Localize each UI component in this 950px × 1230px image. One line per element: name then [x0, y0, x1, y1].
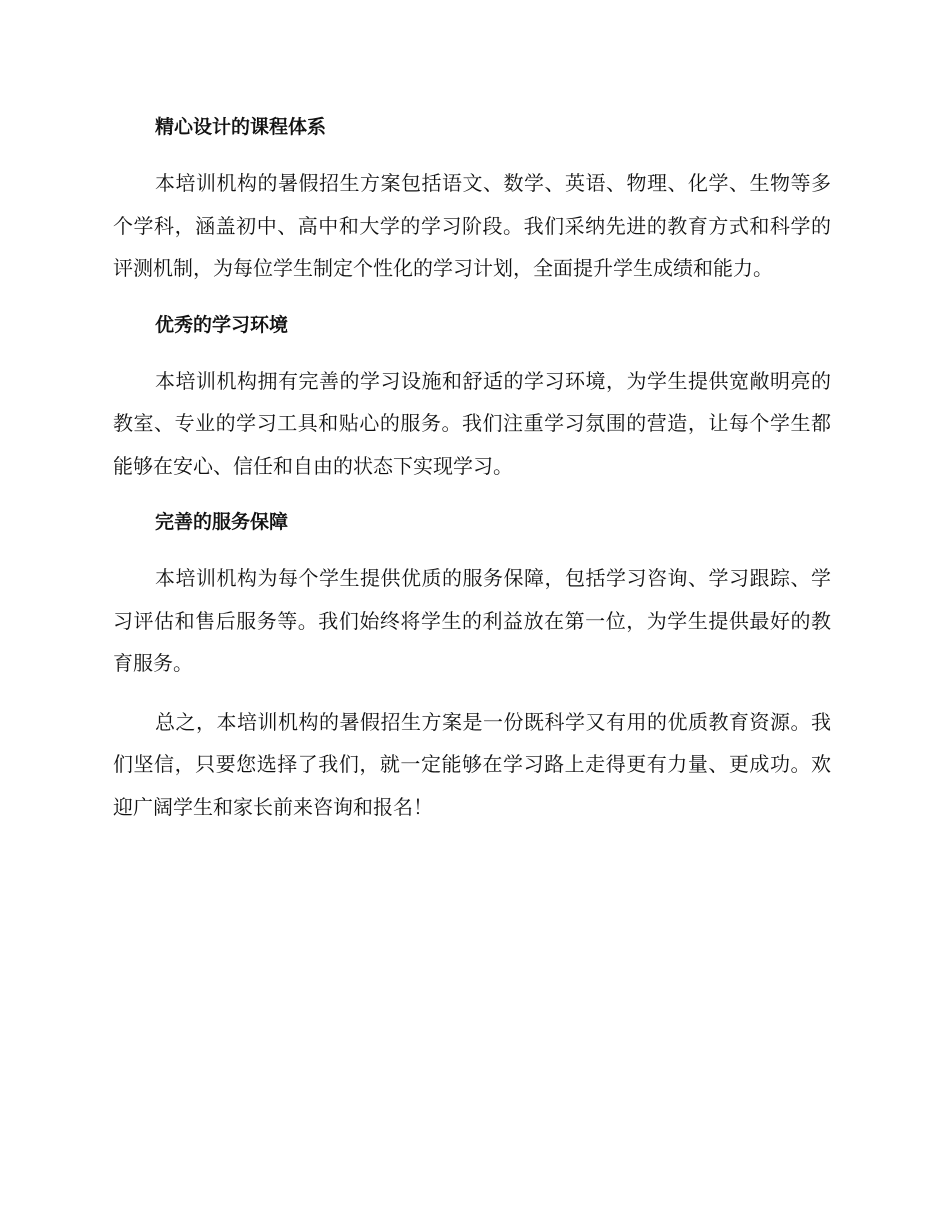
conclusion-paragraph: 总之，本培训机构的暑假招生方案是一份既科学又有用的优质教育资源。我们坚信，只要您选择了我们，就一定能够在学习路上走得更有力量、更成功。欢迎广阔学生和家长前来咨询和报名！ — [113, 709, 831, 819]
section-heading-curriculum: 精心设计的课程体系 — [155, 116, 327, 138]
section-paragraph-environment: 本培训机构拥有完善的学习设施和舒适的学习环境，为学生提供宽敞明亮的教室、专业的学习工具和贴心的服务。我们注重学习氛围的营造，让每个学生都能够在安心、信任和自由的状态下实现学习。 — [113, 368, 831, 478]
section-heading-service: 完善的服务保障 — [155, 511, 289, 533]
section-paragraph-curriculum: 本培训机构的暑假招生方案包括语文、数学、英语、物理、化学、生物等多个学科，涵盖初中、高中和大学的学习阶段。我们采纳先进的教育方式和科学的评测机制，为每位学生制定个性化的学习计划，全面提升学生成绩和能力。 — [113, 171, 831, 280]
section-paragraph-service: 本培训机构为每个学生提供优质的服务保障，包括学习咨询、学习跟踪、学习评估和售后服务等。我们始终将学生的利益放在第一位，为学生提供最好的教育服务。 — [113, 566, 831, 675]
document-body — [113, 108, 831, 828]
section-heading-environment: 优秀的学习环境 — [155, 313, 289, 336]
